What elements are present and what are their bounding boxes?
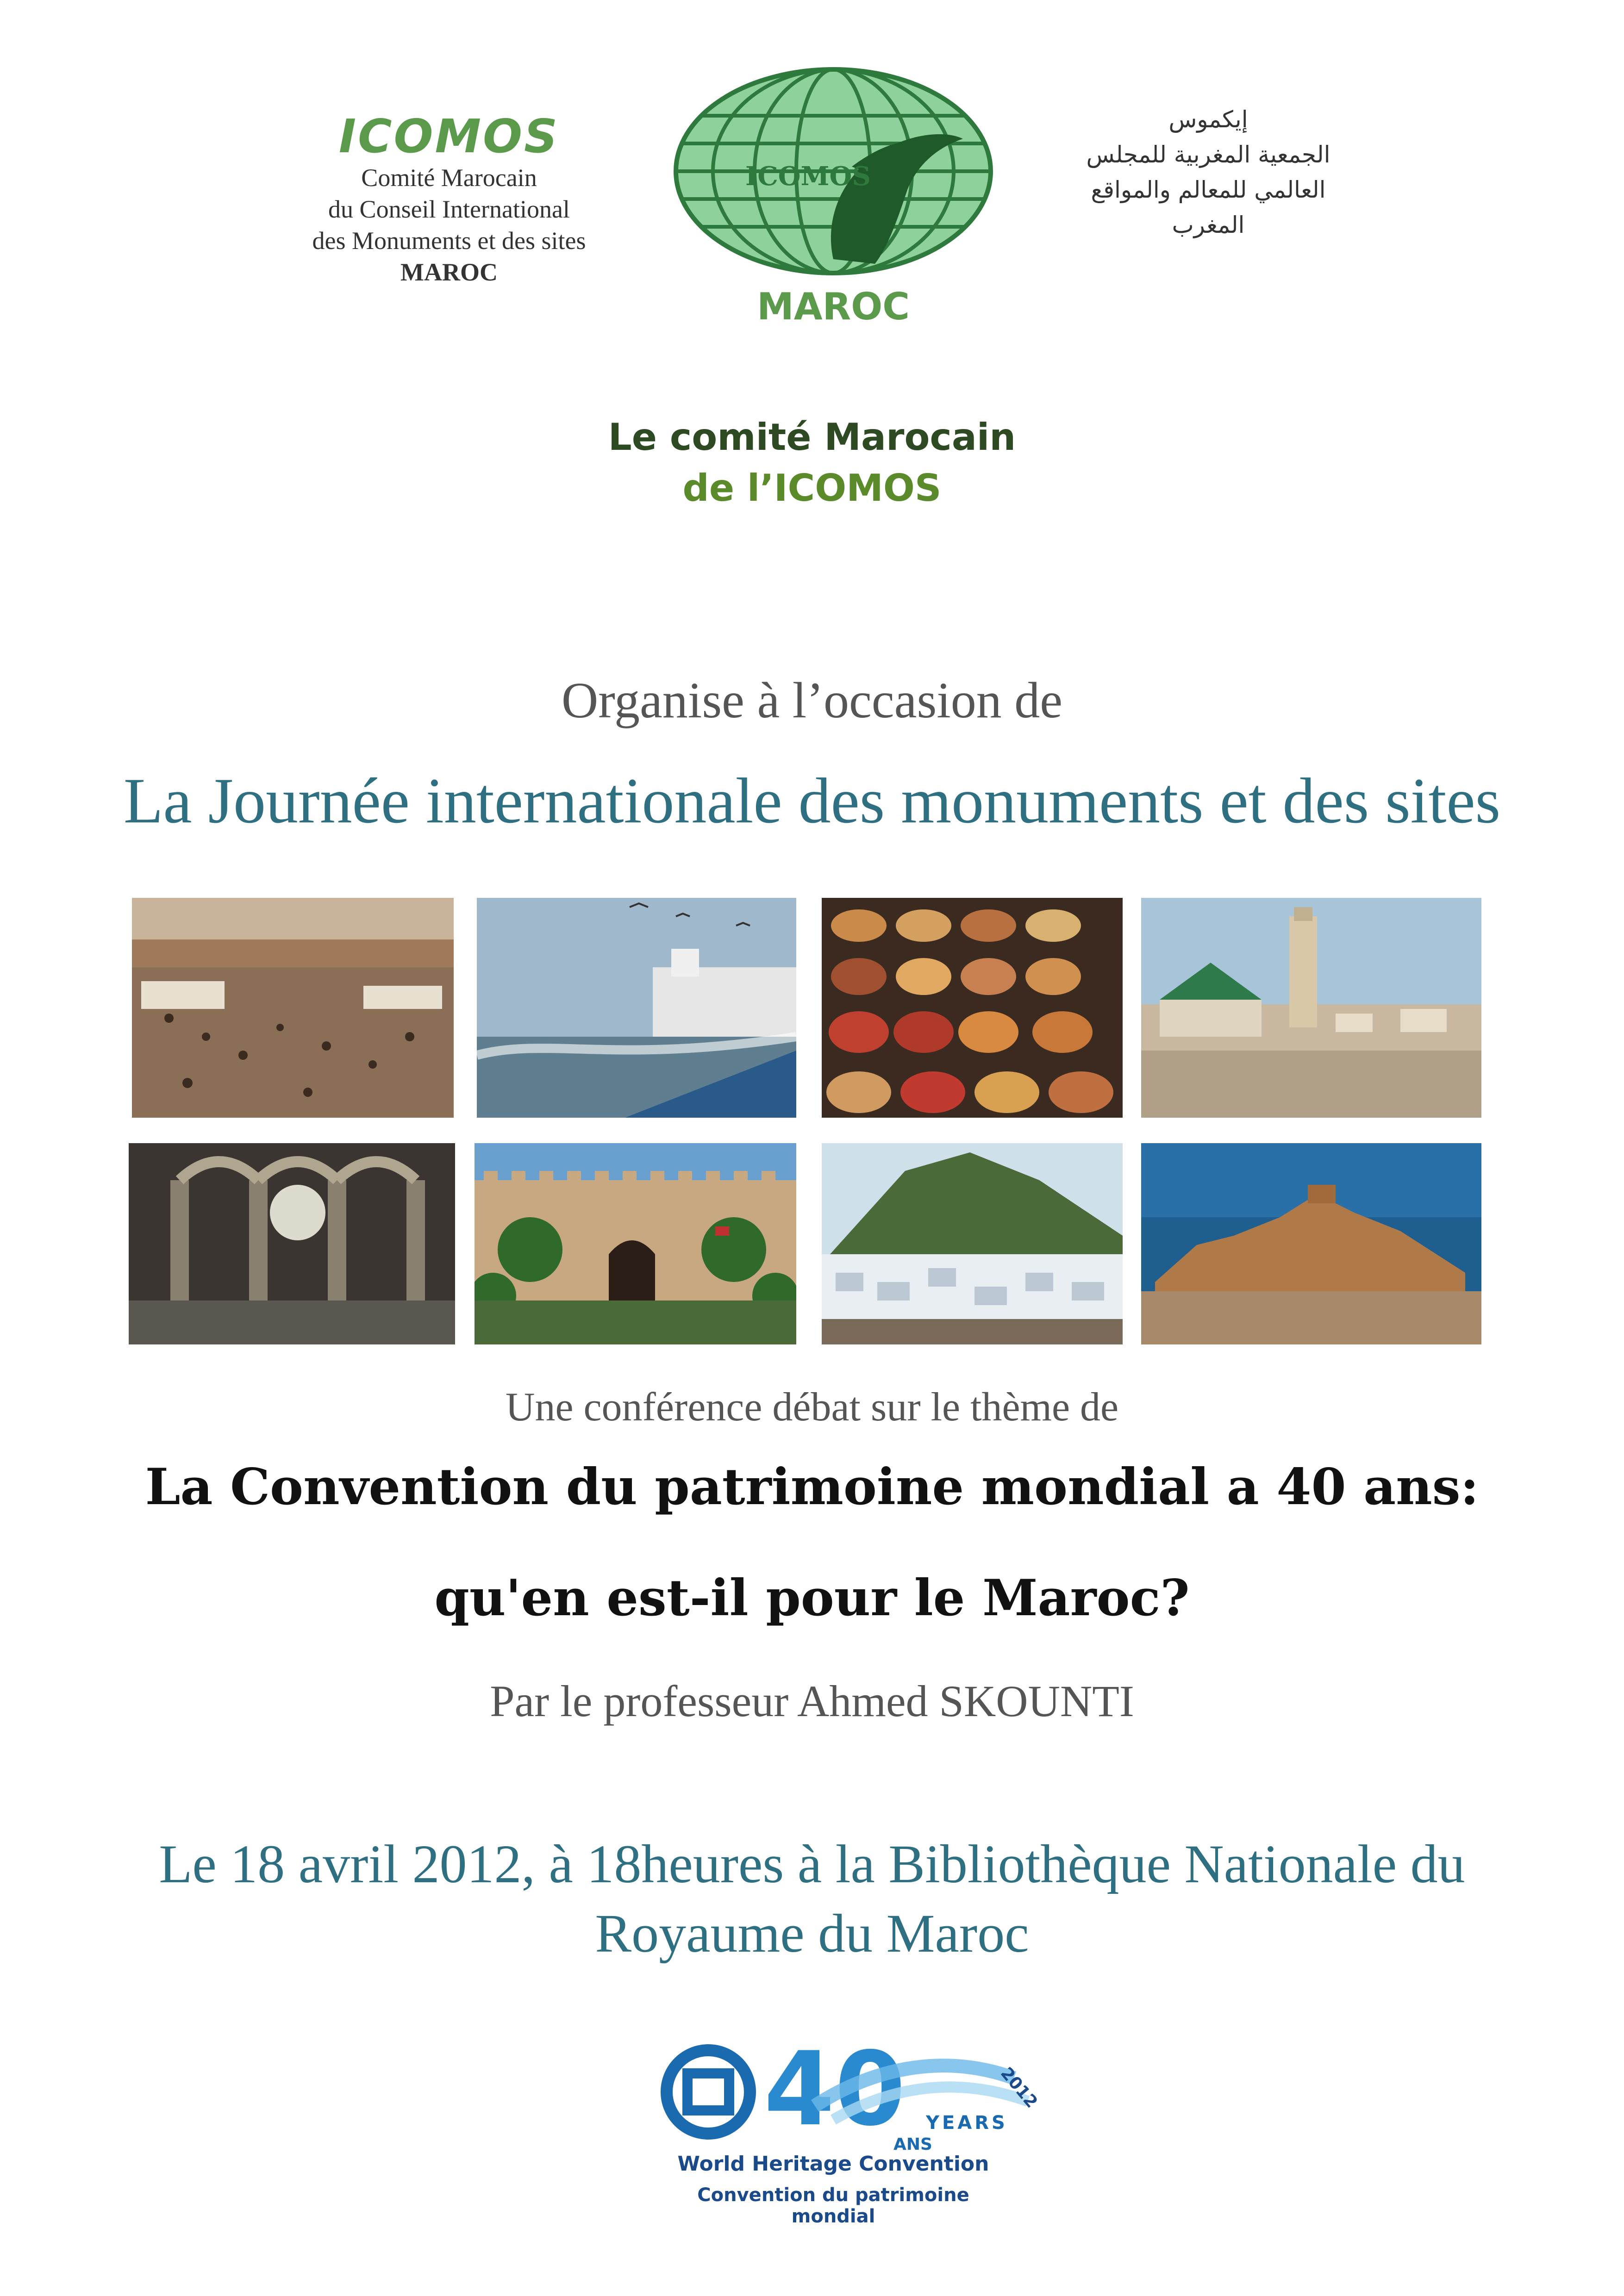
whc-ans: ANS xyxy=(893,2135,932,2154)
icomos-fr-line2: du Conseil International xyxy=(328,195,570,223)
whc-years: YEARS xyxy=(926,2112,1008,2134)
icomos-ar-line4: المغرب xyxy=(1172,212,1245,238)
icomos-ar-line2: الجمعية المغربية للمجلس xyxy=(1086,141,1330,168)
icomos-ar-line1: إيكموس xyxy=(1168,106,1248,133)
committee-line2: de l’ICOMOS xyxy=(682,467,942,510)
organise-text: Organise à l’occasion de xyxy=(561,672,1063,728)
globe-label: ICOMOS xyxy=(745,161,871,192)
photo-tanneries xyxy=(822,898,1123,1118)
whc-name-fr: Convention du patrimoine mondial xyxy=(697,2184,969,2227)
icomos-fr-line1: Comité Marocain xyxy=(361,164,537,192)
icomos-fr-line4: MAROC xyxy=(400,258,498,286)
icomos-ar-line3: العالمي للمعالم والمواقع xyxy=(1091,176,1326,203)
icomos-brand: ICOMOS xyxy=(338,109,560,163)
icomos-ar-block xyxy=(1056,102,1361,243)
whc-name-en: World Heritage Convention xyxy=(677,2152,989,2176)
photo-jemaa-el-fna xyxy=(132,898,454,1118)
conference-title-line1: La Convention du patrimoine mondial a 40 ans: xyxy=(145,1458,1479,1516)
schedule-line1: Le 18 avril 2012, à 18heures à la Bibliothèque Nationale du xyxy=(159,1834,1465,1894)
photo-cistern xyxy=(129,1143,455,1344)
icomos-globe-logo xyxy=(657,60,1009,329)
photo-essaouira xyxy=(477,898,796,1118)
globe-country: MAROC xyxy=(757,285,910,328)
conference-intro: Une conférence débat sur le thème de xyxy=(505,1385,1119,1430)
photo-chefchaouen xyxy=(822,1143,1123,1344)
committee-line1: Le comité Marocain xyxy=(608,416,1016,459)
photo-ait-ben-haddou xyxy=(1141,1143,1481,1344)
photo-fes-mosque xyxy=(1141,898,1481,1118)
photo-kasbah-gate xyxy=(475,1143,796,1344)
icomos-fr-block xyxy=(278,111,620,288)
conference-title-line2: qu'en est-il pour le Maroc? xyxy=(434,1569,1190,1627)
world-heritage-icon xyxy=(648,2036,1065,2157)
whc-number: 40 xyxy=(764,2036,906,2148)
speaker: Par le professeur Ahmed SKOUNTI xyxy=(490,1676,1134,1726)
icomos-fr-line3: des Monuments et des sites xyxy=(312,227,586,255)
committee-heading xyxy=(0,412,1624,514)
schedule-line2: Royaume du Maroc xyxy=(595,1903,1029,1964)
globe-icon xyxy=(657,60,1009,329)
journee-title: La Journée internationale des monuments et des sites xyxy=(123,765,1501,837)
whc-year: 2012 xyxy=(997,2064,1041,2112)
